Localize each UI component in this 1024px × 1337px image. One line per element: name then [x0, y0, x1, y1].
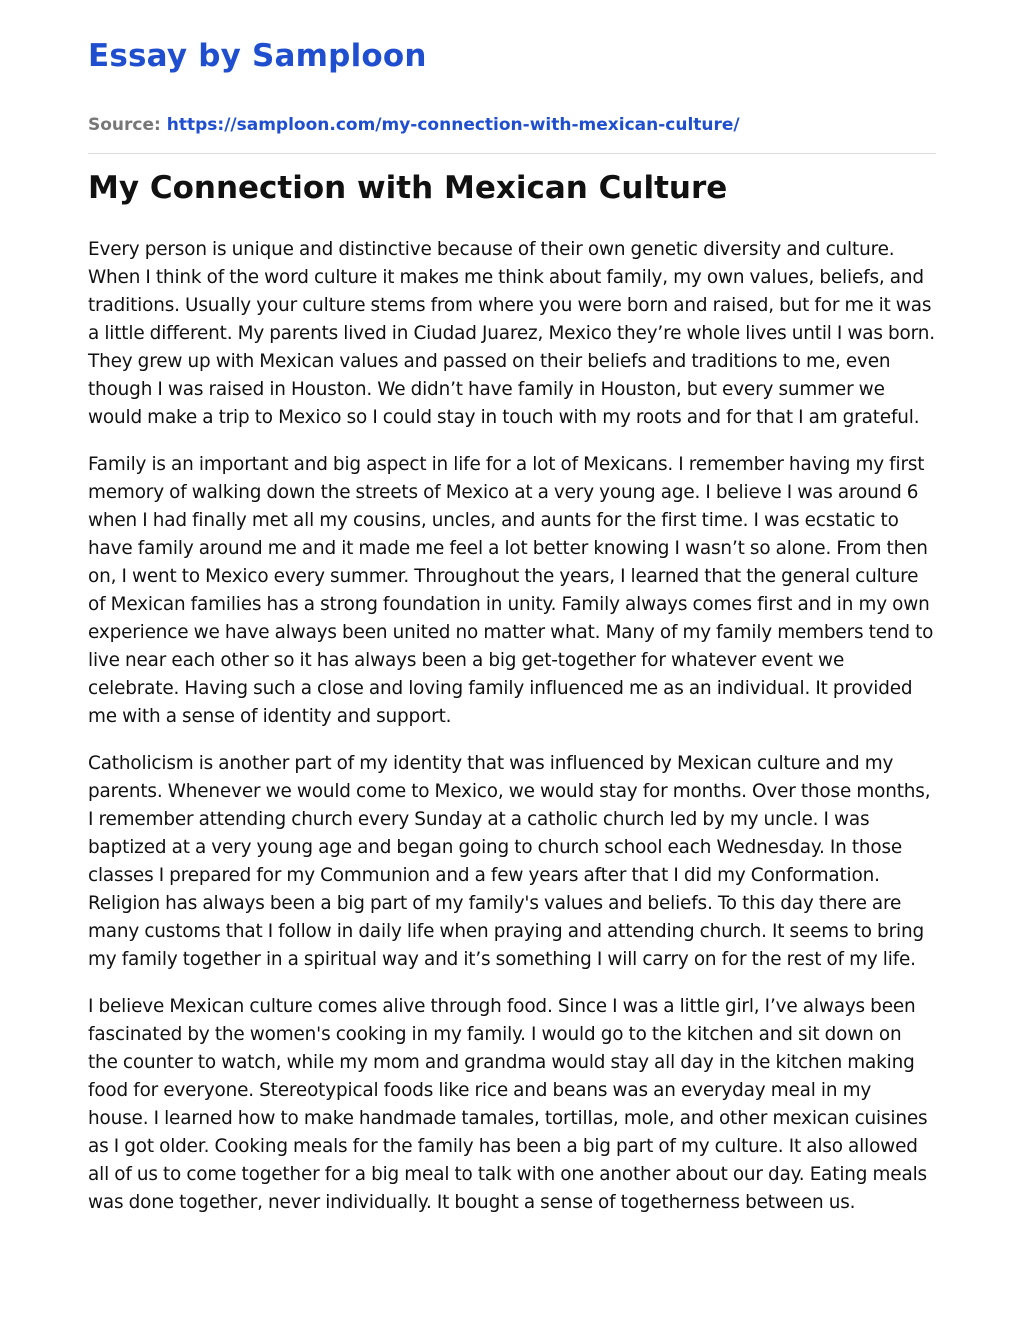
header-divider [88, 153, 936, 154]
essay-paragraph: I believe Mexican culture comes alive through food. Since I was a little girl, I’ve always been fascinated by the women's cooking in my family. I would go to the kitchen and sit down on the counter to watch, while my mom and grandma would stay all day in the kitchen making food for everyone. Stereotypical foods like rice and beans was an everyday meal in my house. I learned how to make handmade tamales, tortillas, mole, and other mexican cuisines as I got older. Cooking meals for the family has been a big part of my culture. It also allowed all of us to come together for a big meal to talk with one another about our day. Eating meals was done together, never individually. It bought a sense of togetherness between us. [88, 996, 928, 1213]
essay-title: My Connection with Mexican Culture [88, 170, 728, 206]
essay-paragraph: Catholicism is another part of my identity that was influenced by Mexican culture and my parents. Whenever we would come to Mexico, we would stay for months. Over those months, I remember attending church every Sunday at a catholic church led by my uncle. I was baptized at a very young age and began going to church school each Wednesday. In those classes I prepared for my Communion and a few years after that I did my Conformation. Religion has always been a big part of my family's values and beliefs. To this day there are many customs that I follow in daily life when praying and attending church. It seems to bring my family together in a spiritual way and it’s something I will carry on for the rest of my life. [88, 753, 931, 970]
essay-paragraph: Family is an important and big aspect in life for a lot of Mexicans. I remember having my first memory of walking down the streets of Mexico at a very young age. I believe I was around 6 when I had finally met all my cousins, uncles, and aunts for the first time. I was ecstatic to have family around me and it made me feel a lot better knowing I wasn’t so alone. From then on, I went to Mexico every summer. Throughout the years, I learned that the general culture of Mexican families has a strong foundation in unity. Family always comes first and in my own experience we have always been united no matter what. Many of my family members tend to live near each other so it has always been a big get-together for whatever event we celebrate. Having such a close and loving family influenced me as an individual. It provided me with a sense of identity and support. [88, 454, 934, 727]
essay-body [88, 236, 936, 1217]
site-brand-title[interactable]: Essay by Samploon [88, 38, 427, 74]
source-label: Source: [88, 115, 161, 135]
source-link[interactable]: https://samploon.com/my-connection-with-mexican-culture/ [166, 115, 740, 135]
source-line [88, 114, 936, 136]
essay-paragraph: Every person is unique and distinctive because of their own genetic diversity and culture. When I think of the word culture it makes me think about family, my own values, beliefs, and traditions. Usually your culture stems from where you were born and raised, but for me it was a little different. My parents lived in Ciudad Juarez, Mexico they’re whole lives until I was born. They grew up with Mexican values and passed on their beliefs and traditions to me, even though I was raised in Houston. We didn’t have family in Houston, but every summer we would make a trip to Mexico so I could stay in touch with my roots and for that I am grateful. [88, 239, 935, 428]
